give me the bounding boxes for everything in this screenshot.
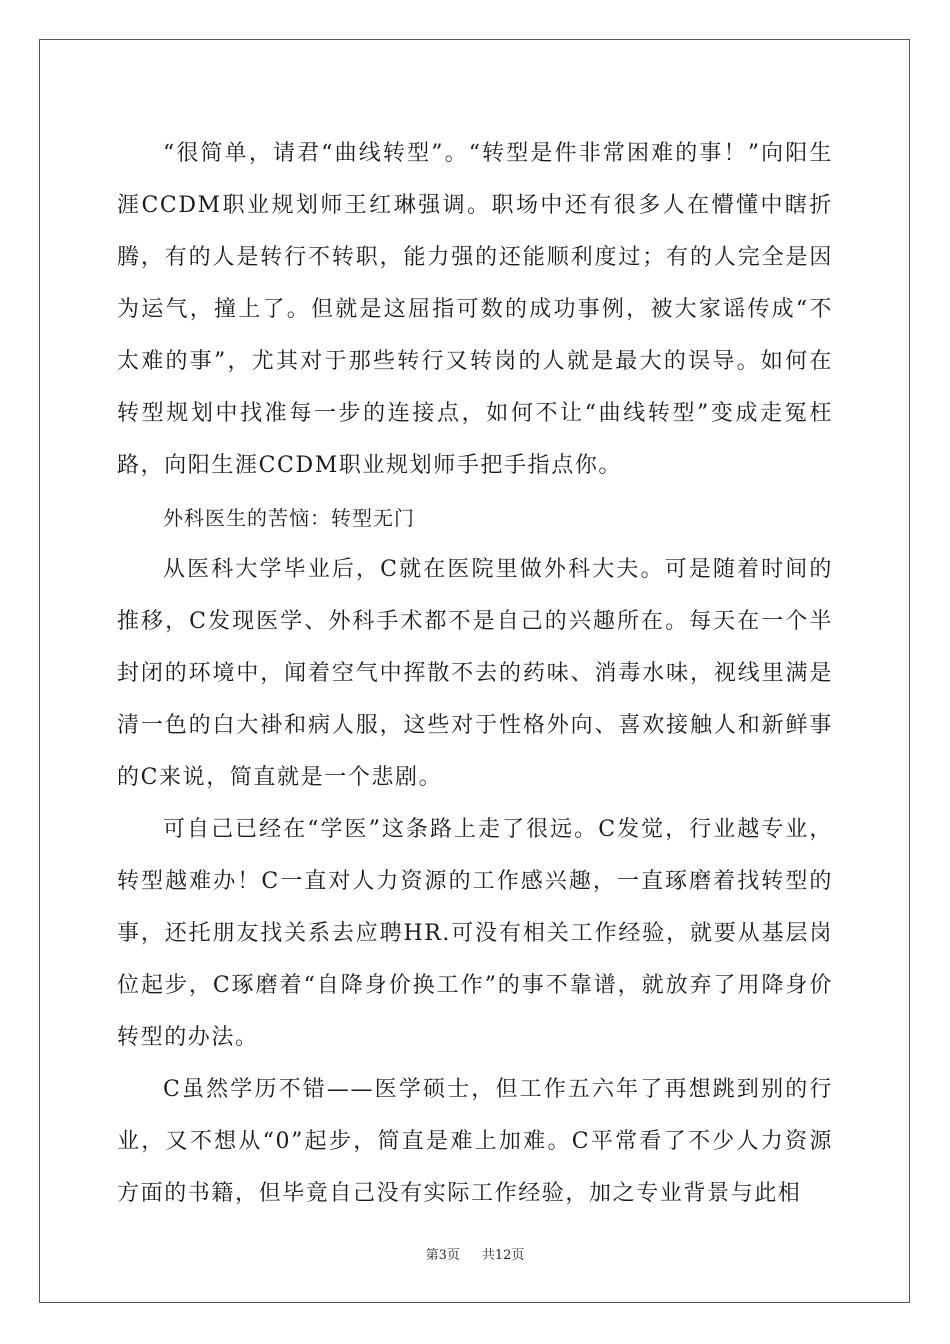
paragraph-intro: “很简单，请君“曲线转型”。“转型是件非常困难的事！”向阳生涯CCDM职业规划师王红琳强调。职场中还有很多人在懵懂中瞎折腾，有的人是转行不转职，能力强的还能顺利度过；有的人完全是因为运气，撞上了。但就是这屈指可数的成功事例，被大家谣传成“不太难的事”，尤其对于那些转行又转岗的人就是最大的误导。如何在转型规划中找准每一步的连接点，如何不让“曲线转型”变成走冤枉路，向阳生涯CCDM职业规划师手把手指点你。 — [117, 141, 833, 478]
paragraph-surgeon-background: 从医科大学毕业后，C就在医院里做外科大夫。可是随着时间的推移，C发现医学、外科手术都不是自己的兴趣所在。每天在一个半封闭的环境中，闻着空气中挥散不去的药味、消毒水味，视线里满是清一色的白大褂和病人服，这些对于性格外向、喜欢接触人和新鲜事的C来说，简直就是一个悲剧。 — [117, 557, 833, 790]
page-total: 共12页 — [481, 1248, 525, 1263]
page-footer — [0, 1244, 950, 1263]
paragraph-difficulty: C虽然学历不错——医学硕士，但工作五六年了再想跳到别的行业，又不想从“0”起步，简直是难上加难。C平常看了不少人力资源方面的书籍，但毕竟自己没有实际工作经验，加之专业背景与此相 — [117, 1077, 833, 1206]
section-heading: 外科医生的苦恼：转型无门 — [163, 506, 415, 530]
page-number: 第3页 — [425, 1248, 460, 1263]
paragraph-career-dilemma: 可自己已经在“学医”这条路上走了很远。C发觉，行业越专业，转型越难办！C一直对人力资源的工作感兴趣，一直琢磨着找转型的事，还托朋友找关系去应聘HR.可没有相关工作经验，就要从基层岗位起步，C琢磨着“自降身价换工作”的事不靠谱，就放弃了用降身价转型的办法。 — [117, 817, 833, 1050]
document-body — [117, 128, 833, 1220]
